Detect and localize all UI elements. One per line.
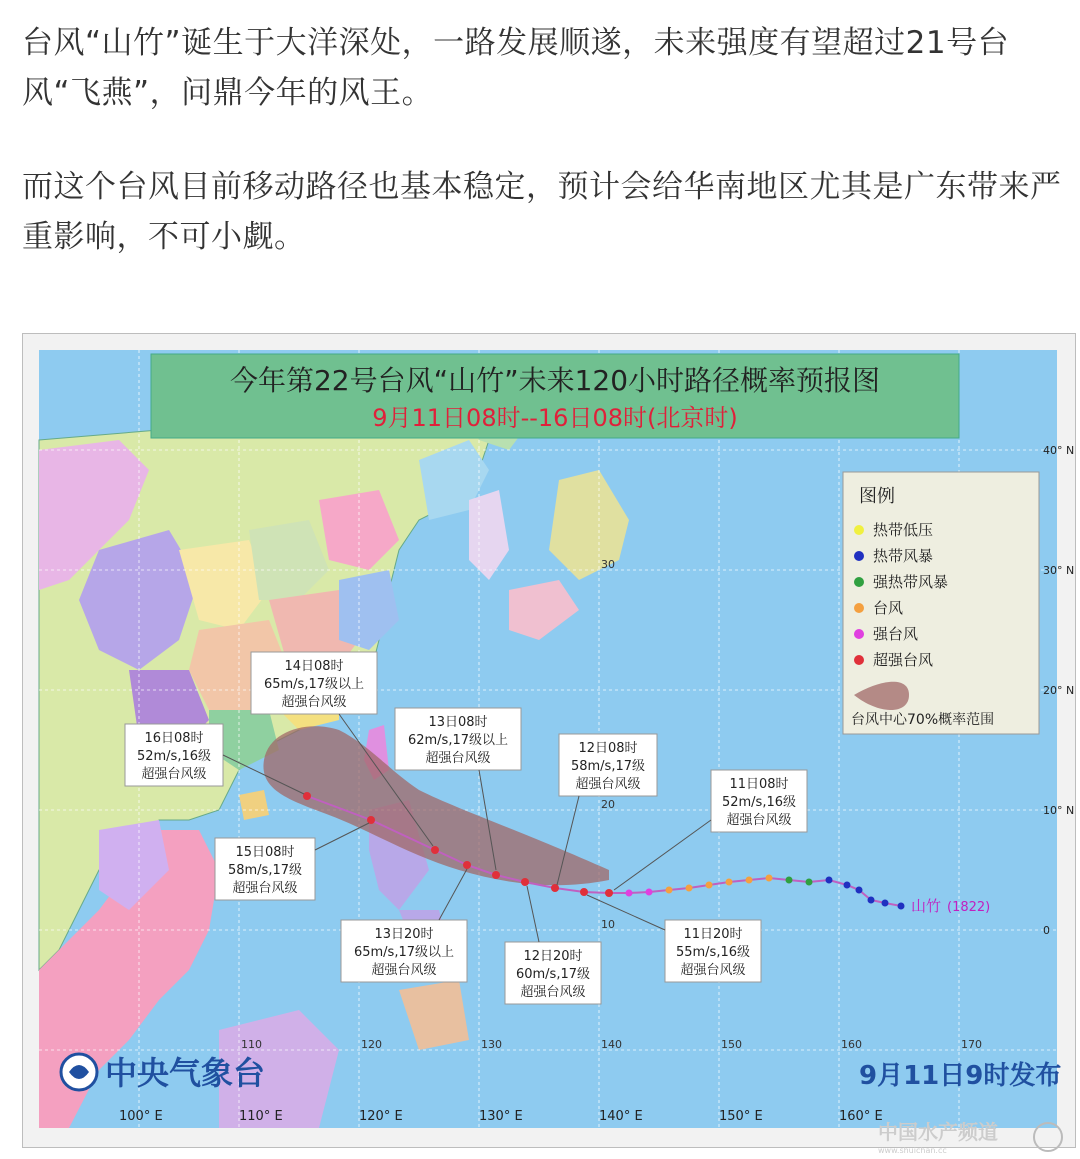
svg-text:150° E: 150° E — [719, 1109, 763, 1124]
svg-text:超强台风级: 超强台风级 — [141, 767, 207, 782]
svg-text:10: 10 — [601, 918, 615, 931]
typhoon-symbol-icon — [854, 629, 864, 639]
typhoon-symbol-icon — [854, 551, 864, 561]
svg-text:30° N: 30° N — [1043, 564, 1075, 577]
map-title: 今年第22号台风“山竹”未来120小时路径概率预报图 — [229, 364, 881, 397]
track-point-13-08 — [492, 871, 500, 879]
article-paragraph-1: 台风“山竹”诞生于大洋深处，一路发展顺遂，未来强度有望超过21号台风“飞燕”，问鼎今年的风王。 — [22, 25, 1010, 111]
svg-text:12日08时: 12日08时 — [578, 741, 638, 756]
typhoon-symbol-icon — [854, 655, 864, 665]
svg-text:强热带风暴: 强热带风暴 — [873, 573, 949, 591]
track-point-15-08 — [367, 816, 375, 824]
track-point-16-08 — [303, 792, 311, 800]
svg-text:14日08时: 14日08时 — [284, 659, 344, 674]
publish-time: 9月11日9时发布 — [859, 1061, 1062, 1091]
svg-text:台风: 台风 — [873, 599, 904, 617]
track-point-11-08 — [605, 889, 613, 897]
svg-text:超强台风级: 超强台风级 — [371, 963, 437, 978]
svg-text:55m/s,16级: 55m/s,16级 — [675, 945, 751, 960]
svg-text:超强台风级: 超强台风级 — [520, 985, 586, 1000]
svg-text:热带低压: 热带低压 — [873, 521, 934, 539]
svg-text:超强台风级: 超强台风级 — [680, 963, 746, 978]
svg-text:160: 160 — [841, 1038, 862, 1051]
svg-text:58m/s,17级: 58m/s,17级 — [570, 759, 646, 774]
svg-text:30: 30 — [601, 558, 615, 571]
track-point-12-20 — [521, 878, 529, 886]
publisher-block — [61, 1054, 265, 1092]
track-point-13-20 — [463, 861, 471, 869]
typhoon-forecast-map-image — [22, 333, 1076, 1148]
svg-text:11日08时: 11日08时 — [729, 777, 789, 792]
typhoon-map-svg — [39, 350, 1075, 1128]
publisher-name: 中央气象台 — [105, 1054, 266, 1092]
svg-text:12日20时: 12日20时 — [523, 949, 583, 964]
svg-text:15日08时: 15日08时 — [235, 845, 295, 860]
svg-text:0: 0 — [1043, 924, 1050, 937]
svg-text:13日20时: 13日20时 — [374, 927, 434, 942]
typhoon-symbol-icon — [854, 525, 864, 535]
svg-text:140: 140 — [601, 1038, 622, 1051]
typhoon-name-label: 山竹 — [911, 897, 942, 915]
svg-text:超强台风级: 超强台风级 — [726, 813, 792, 828]
svg-text:120: 120 — [361, 1038, 382, 1051]
svg-text:10° N: 10° N — [1043, 804, 1075, 817]
svg-text:52m/s,16级: 52m/s,16级 — [721, 795, 797, 810]
map-legend — [843, 472, 1039, 734]
typhoon-symbol-icon — [854, 577, 864, 587]
track-point-12-08 — [551, 884, 559, 892]
svg-text:13日08时: 13日08时 — [428, 715, 488, 730]
article-body — [22, 18, 1072, 297]
svg-text:60m/s,17级: 60m/s,17级 — [515, 967, 591, 982]
svg-text:110: 110 — [241, 1038, 262, 1051]
svg-text:65m/s,17级以上: 65m/s,17级以上 — [353, 945, 455, 960]
svg-text:150: 150 — [721, 1038, 742, 1051]
track-point-14-08 — [431, 846, 439, 854]
watermark-url: www.shuichan.cc — [878, 1146, 947, 1155]
svg-text:160° E: 160° E — [839, 1109, 883, 1124]
svg-text:40° N: 40° N — [1043, 444, 1075, 457]
article-paragraph-2: 而这个台风目前移动路径也基本稳定，预计会给华南地区尤其是广东带来严重影响，不可小觑。 — [22, 169, 1062, 255]
svg-text:130: 130 — [481, 1038, 502, 1051]
svg-text:超强台风级: 超强台风级 — [232, 881, 298, 896]
legend-title: 图例 — [859, 486, 895, 507]
svg-text:110° E: 110° E — [239, 1109, 283, 1124]
svg-text:130° E: 130° E — [479, 1109, 523, 1124]
track-point-11-20 — [580, 888, 588, 896]
watermark-text: 中国水产频道 — [878, 1120, 998, 1144]
svg-text:热带风暴: 热带风暴 — [873, 547, 934, 565]
svg-text:超强台风级: 超强台风级 — [425, 751, 491, 766]
svg-text:62m/s,17级以上: 62m/s,17级以上 — [407, 733, 509, 748]
svg-text:52m/s,16级: 52m/s,16级 — [136, 749, 212, 764]
svg-text:超强台风级: 超强台风级 — [575, 777, 641, 792]
svg-text:超强台风级: 超强台风级 — [281, 695, 347, 710]
typhoon-symbol-icon — [854, 603, 864, 613]
svg-text:170: 170 — [961, 1038, 982, 1051]
svg-text:65m/s,17级以上: 65m/s,17级以上 — [263, 677, 365, 692]
svg-text:强台风: 强台风 — [873, 625, 919, 643]
map-subtitle: 9月11日08时--16日08时(北京时) — [372, 404, 738, 432]
svg-text:20: 20 — [601, 798, 615, 811]
svg-text:超强台风: 超强台风 — [873, 651, 934, 669]
svg-text:100° E: 100° E — [119, 1109, 163, 1124]
svg-text:11日20时: 11日20时 — [683, 927, 743, 942]
svg-text:16日08时: 16日08时 — [144, 731, 204, 746]
svg-text:58m/s,17级: 58m/s,17级 — [227, 863, 303, 878]
legend-cone-label: 台风中心70%概率范围 — [851, 712, 995, 728]
svg-text:20° N: 20° N — [1043, 684, 1075, 697]
svg-text:140° E: 140° E — [599, 1109, 643, 1124]
site-watermark — [878, 1117, 1068, 1157]
watermark-logo-icon — [1034, 1123, 1062, 1151]
svg-text:120° E: 120° E — [359, 1109, 403, 1124]
typhoon-code-label: (1822) — [947, 900, 991, 915]
